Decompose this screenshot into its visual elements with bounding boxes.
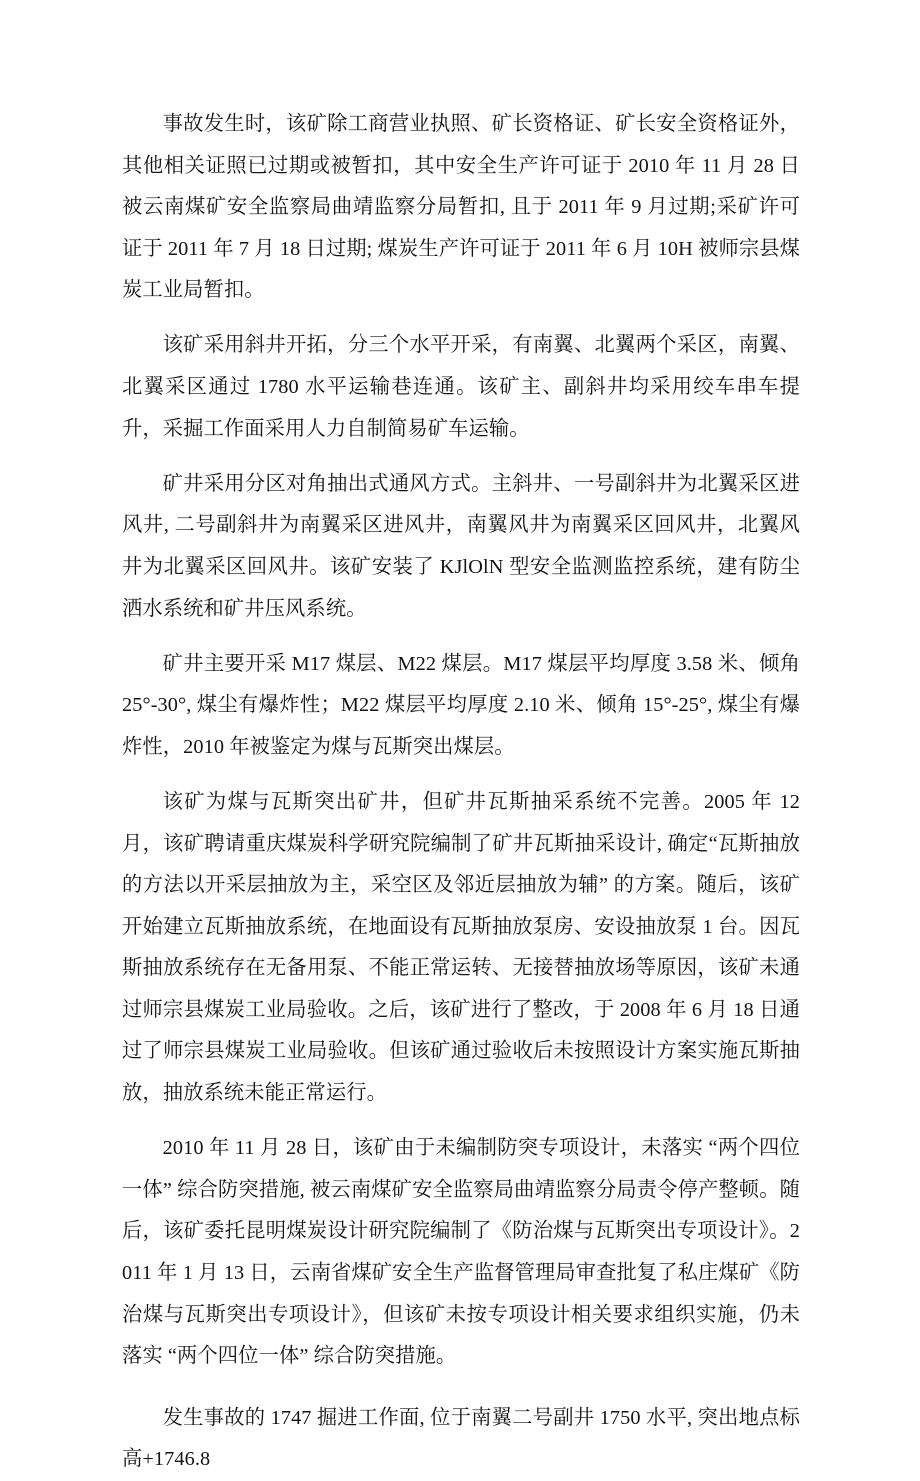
paragraph-mine-development: 该矿采用斜井开拓，分三个水平开采，有南翼、北翼两个采区，南翼、北翼采区通过 1780 水平运输巷连通。该矿主、副斜井均采用绞车串车提升，采掘工作面采用人力自制简易矿车运输。 — [122, 334, 800, 440]
paragraph-coal-seams: 矿井主要开采 M17 煤层、M22 煤层。M17 煤层平均厚度 3.58 米、倾角 25°-30°, 煤尘有爆炸性；M22 煤层平均厚度 2.10 米、倾角 15°-25°, 煤尘有爆炸性，2010 年被鉴定为煤与瓦斯突出煤层。 — [122, 652, 800, 758]
paragraph-accident-working-face: 发生事故的 1747 掘进工作面, 位于南翼二号副井 1750 水平, 突出地点标高+1746.8 — [122, 1406, 800, 1471]
paragraph-outburst-prevention-design: 2010 年 11 月 28 日，该矿由于未编制防突专项设计，未落实 “两个四位一体” 综合防突措施, 被云南煤矿安全监察局曲靖监察分局责令停产整顿。随后，该矿委托昆明煤炭设计研究院编制了《防治煤与瓦斯突出专项设计》。2011 年 1 月 13 日，云南省煤矿安全生产监督管理局审查批复了私庄煤矿《防治煤与瓦斯突出专项设计》，但该矿未按专项设计相关要求组织实施，仍未落实 “两个四位一体” 综合防突措施。 — [122, 1137, 800, 1368]
paragraph-gas-drainage-system: 该矿为煤与瓦斯突出矿井，但矿井瓦斯抽采系统不完善。2005 年 12 月，该矿聘请重庆煤炭科学研究院编制了矿井瓦斯抽采设计, 确定“瓦斯抽放的方法以开采层抽放为主，采空区及邻近层抽放为辅” 的方案。随后，该矿开始建立瓦斯抽放系统，在地面设有瓦斯抽放泵房、安设抽放泵 1 台。因瓦斯抽放系统存在无备用泵、不能正常运转、无接替抽放场等原因，该矿未通过师宗县煤炭工业局验收。之后，该矿进行了整改，于 2008 年 6 月 18 日通过了师宗县煤炭工业局验收。但该矿通过验收后未按照设计方案实施瓦斯抽放，抽放系统未能正常运行。 — [122, 790, 800, 1105]
paragraph-ventilation-system: 矿井采用分区对角抽出式通风方式。主斜井、一号副斜井为北翼采区进风井, 二号副斜井为南翼采区进风井，南翼风井为南翼采区回风井，北翼风井为北翼采区回风井。该矿安装了 KJlOlN 型安全监测监控系统，建有防尘洒水系统和矿井压风系统。 — [122, 472, 800, 620]
paragraph-licenses-status: 事故发生时，该矿除工商营业执照、矿长资格证、矿长安全资格证外，其他相关证照已过期或被暂扣，其中安全生产许可证于 2010 年 11 月 28 日被云南煤矿安全监察局曲靖监察分局暂扣, 且于 2011 年 9 月过期;采矿许可证于 2011 年 7 月 18 日过期; 煤炭生产许可证于 2011 年 6 月 10H 被师宗县煤炭工业局暂扣。 — [122, 113, 800, 302]
document-text-body — [122, 104, 800, 1481]
